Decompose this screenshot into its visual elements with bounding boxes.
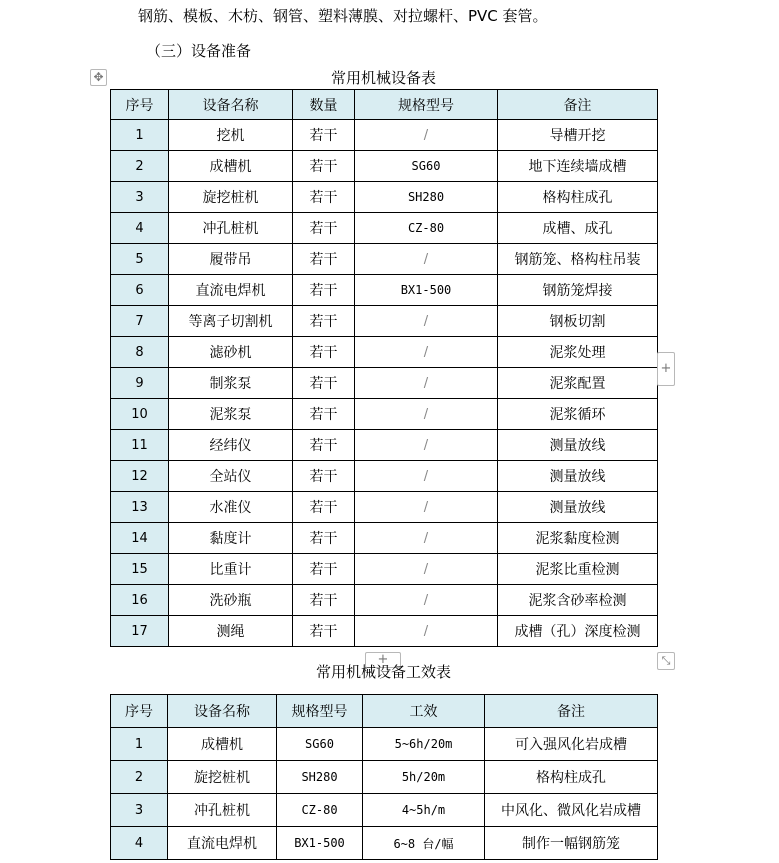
table-row: [111, 151, 658, 182]
table-cell: 测量放线: [498, 461, 658, 492]
table-cell: 泥浆比重检测: [498, 554, 658, 585]
table-cell: 1: [111, 120, 169, 151]
table-row: [111, 585, 658, 616]
table-cell: 泥浆泵: [169, 399, 293, 430]
table-row: [111, 430, 658, 461]
table-row: [111, 368, 658, 399]
table-row: [111, 461, 658, 492]
table-cell: 泥浆黏度检测: [498, 523, 658, 554]
table-cell: 15: [111, 554, 169, 585]
table-cell: /: [355, 399, 498, 430]
table-cell: /: [355, 523, 498, 554]
table-cell: 12: [111, 461, 169, 492]
table-cell: 若干: [293, 399, 355, 430]
table-row: [111, 492, 658, 523]
add-column-button[interactable]: +: [657, 352, 675, 386]
table-cell: 3: [111, 794, 168, 827]
table-cell: 格构柱成孔: [485, 761, 658, 794]
table-cell: /: [355, 461, 498, 492]
table-row: [111, 523, 658, 554]
table-cell: /: [355, 585, 498, 616]
table-cell: 若干: [293, 306, 355, 337]
table-cell: 中风化、微风化岩成槽: [485, 794, 658, 827]
table-cell: 黏度计: [169, 523, 293, 554]
table-row: [111, 213, 658, 244]
table-cell: 测绳: [169, 616, 293, 647]
table-cell: /: [355, 120, 498, 151]
table-cell: 全站仪: [169, 461, 293, 492]
add-row-button[interactable]: +: [365, 652, 401, 668]
table-cell: 若干: [293, 523, 355, 554]
table-row: [111, 399, 658, 430]
table-row: [111, 827, 658, 860]
table-row: [111, 794, 658, 827]
equipment-table: [110, 89, 658, 647]
table-row: [111, 728, 658, 761]
table-row: [111, 306, 658, 337]
table-cell: SG60: [355, 151, 498, 182]
table-resize-handle-icon[interactable]: ⤡: [657, 652, 675, 670]
table-cell: 成槽机: [168, 728, 277, 761]
efficiency-table: [110, 694, 658, 860]
table-row: [111, 244, 658, 275]
table-cell: 比重计: [169, 554, 293, 585]
table-cell: 1: [111, 728, 168, 761]
table-cell: 14: [111, 523, 169, 554]
table-cell: 7: [111, 306, 169, 337]
table-cell: 5: [111, 244, 169, 275]
table-cell: /: [355, 368, 498, 399]
column-header: 工效: [363, 695, 485, 728]
table-cell: 旋挖桩机: [169, 182, 293, 213]
column-header: 设备名称: [169, 90, 293, 120]
table-cell: 钢筋笼、格构柱吊装: [498, 244, 658, 275]
table-cell: 若干: [293, 337, 355, 368]
table-cell: 旋挖桩机: [168, 761, 277, 794]
column-header: 序号: [111, 695, 168, 728]
table-cell: 8: [111, 337, 169, 368]
table-cell: /: [355, 306, 498, 337]
table-cell: 若干: [293, 120, 355, 151]
table-cell: /: [355, 244, 498, 275]
table-cell: 4: [111, 827, 168, 860]
table-cell: 挖机: [169, 120, 293, 151]
table-cell: 若干: [293, 213, 355, 244]
column-header: 设备名称: [168, 695, 277, 728]
table-cell: 格构柱成孔: [498, 182, 658, 213]
table-cell: 若干: [293, 275, 355, 306]
table-cell: BX1-500: [277, 827, 363, 860]
table-cell: 导槽开挖: [498, 120, 658, 151]
table-cell: 17: [111, 616, 169, 647]
header-row: [111, 695, 658, 728]
column-header: 数量: [293, 90, 355, 120]
table-cell: 泥浆含砂率检测: [498, 585, 658, 616]
table-cell: 直流电焊机: [169, 275, 293, 306]
table-cell: 10: [111, 399, 169, 430]
table-cell: 5~6h/20m: [363, 728, 485, 761]
table-cell: CZ-80: [355, 213, 498, 244]
table-cell: 冲孔桩机: [168, 794, 277, 827]
column-header: 规格型号: [355, 90, 498, 120]
column-header: 备注: [498, 90, 658, 120]
table-cell: 若干: [293, 492, 355, 523]
table-cell: 洗砂瓶: [169, 585, 293, 616]
table-cell: 成槽、成孔: [498, 213, 658, 244]
table-row: [111, 554, 658, 585]
header-row: [111, 90, 658, 120]
table-cell: 11: [111, 430, 169, 461]
table-cell: 13: [111, 492, 169, 523]
table-cell: 成槽机: [169, 151, 293, 182]
table-cell: 若干: [293, 368, 355, 399]
table2-caption: 常用机械设备工效表: [315, 663, 451, 681]
table-cell: 若干: [293, 616, 355, 647]
table-cell: 滤砂机: [169, 337, 293, 368]
table-cell: 泥浆配置: [498, 368, 658, 399]
table-cell: 可入强风化岩成槽: [485, 728, 658, 761]
table-cell: /: [355, 492, 498, 523]
table-cell: 钢板切割: [498, 306, 658, 337]
table-row: [111, 120, 658, 151]
table-cell: SH280: [355, 182, 498, 213]
table-cell: 若干: [293, 461, 355, 492]
table-cell: /: [355, 337, 498, 368]
table-cell: SG60: [277, 728, 363, 761]
table-cell: 5h/20m: [363, 761, 485, 794]
table-cell: 2: [111, 151, 169, 182]
table-cell: 等离子切割机: [169, 306, 293, 337]
table-cell: 16: [111, 585, 169, 616]
table-cell: 若干: [293, 182, 355, 213]
table-cell: 地下连续墙成槽: [498, 151, 658, 182]
section-heading: （三）设备准备: [146, 42, 252, 60]
table-cell: /: [355, 616, 498, 647]
table-cell: 若干: [293, 430, 355, 461]
table1-caption: 常用机械设备表: [330, 69, 436, 87]
table-cell: 3: [111, 182, 169, 213]
table-cell: BX1-500: [355, 275, 498, 306]
table-cell: 测量放线: [498, 492, 658, 523]
table-row: [111, 275, 658, 306]
table-row: [111, 182, 658, 213]
table-row: [111, 616, 658, 647]
table-cell: SH280: [277, 761, 363, 794]
table-cell: /: [355, 554, 498, 585]
table-cell: 6~8 台/幅: [363, 827, 485, 860]
table-cell: 4~5h/m: [363, 794, 485, 827]
table-row: [111, 337, 658, 368]
table-cell: 直流电焊机: [168, 827, 277, 860]
table-cell: 冲孔桩机: [169, 213, 293, 244]
table-cell: 泥浆处理: [498, 337, 658, 368]
table-row: [111, 761, 658, 794]
table-cell: 若干: [293, 585, 355, 616]
table-cell: 6: [111, 275, 169, 306]
table-cell: /: [355, 430, 498, 461]
table-cell: 钢筋笼焊接: [498, 275, 658, 306]
table-move-handle-icon[interactable]: ✥: [90, 69, 107, 86]
table-cell: 履带吊: [169, 244, 293, 275]
table-cell: 制浆泵: [169, 368, 293, 399]
table-cell: CZ-80: [277, 794, 363, 827]
intro-paragraph: 钢筋、模板、木枋、钢管、塑料薄膜、对拉螺杆、PVC 套管。: [138, 7, 548, 25]
table-cell: 经纬仪: [169, 430, 293, 461]
table-cell: 若干: [293, 554, 355, 585]
table-cell: 若干: [293, 244, 355, 275]
table-cell: 2: [111, 761, 168, 794]
column-header: 序号: [111, 90, 169, 120]
table-cell: 测量放线: [498, 430, 658, 461]
column-header: 备注: [485, 695, 658, 728]
table-cell: 4: [111, 213, 169, 244]
table-cell: 若干: [293, 151, 355, 182]
table-cell: 泥浆循环: [498, 399, 658, 430]
table-cell: 制作一幅钢筋笼: [485, 827, 658, 860]
column-header: 规格型号: [277, 695, 363, 728]
table-cell: 水准仪: [169, 492, 293, 523]
table-cell: 9: [111, 368, 169, 399]
table-cell: 成槽（孔）深度检测: [498, 616, 658, 647]
